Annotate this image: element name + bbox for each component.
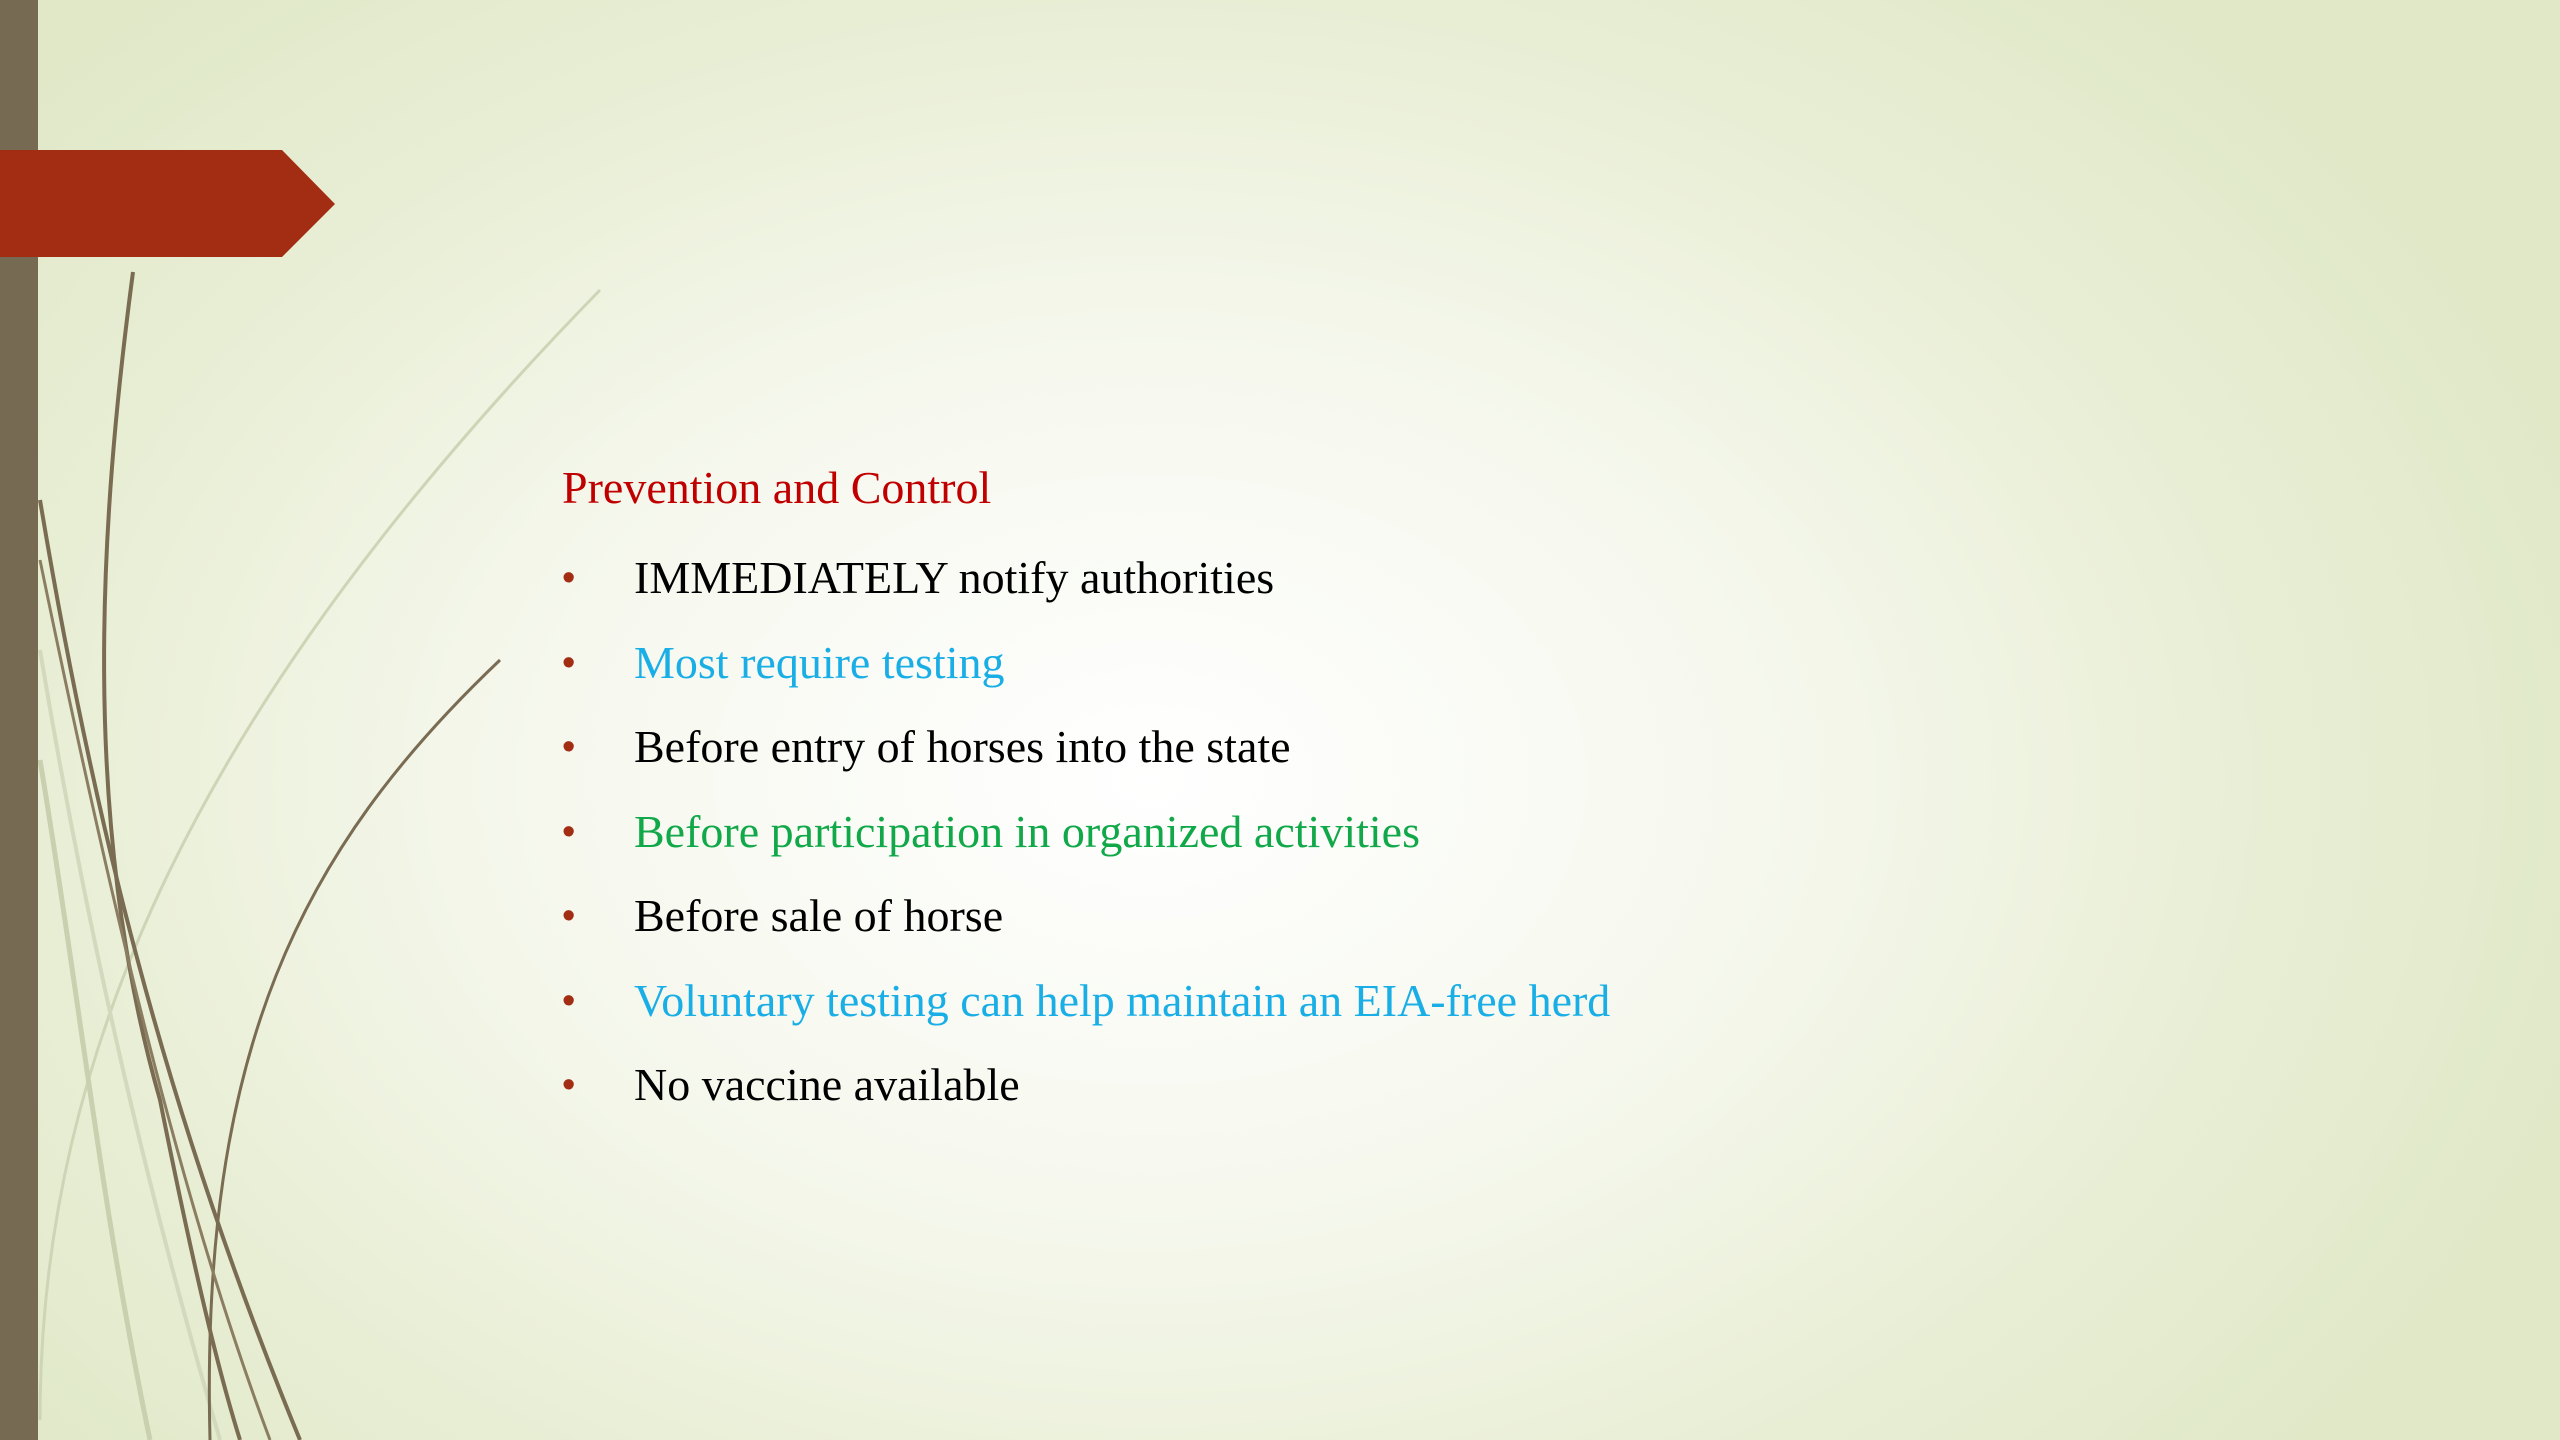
bullet-text: Voluntary testing can help maintain an EIA-free herd (634, 974, 1611, 1026)
bullet-icon: • (562, 1064, 576, 1106)
bullet-icon: • (562, 557, 576, 599)
bullet-icon: • (562, 979, 576, 1022)
bullet-text: No vaccine available (634, 1059, 1020, 1110)
list-item (562, 621, 2262, 706)
bullet-text: Before entry of horses into the state (634, 721, 1291, 772)
bullet-icon: • (562, 726, 576, 768)
bullet-icon: • (562, 641, 576, 684)
list-item (562, 790, 2262, 875)
bullet-icon: • (562, 895, 576, 937)
list-item (562, 959, 2262, 1044)
bullet-text: Before sale of horse (634, 890, 1004, 941)
bullet-text: Most require testing (634, 636, 1005, 688)
bullet-text: Before participation in organized activities (634, 805, 1420, 857)
content-area (562, 452, 2262, 1128)
bullet-list (562, 536, 2262, 1128)
bullet-text: IMMEDIATELY notify authorities (634, 552, 1275, 603)
list-item (562, 1043, 2262, 1128)
list-item (562, 536, 2262, 621)
heading: Prevention and Control (562, 462, 992, 513)
bullet-icon: • (562, 810, 576, 853)
list-item (562, 874, 2262, 959)
list-item (562, 705, 2262, 790)
